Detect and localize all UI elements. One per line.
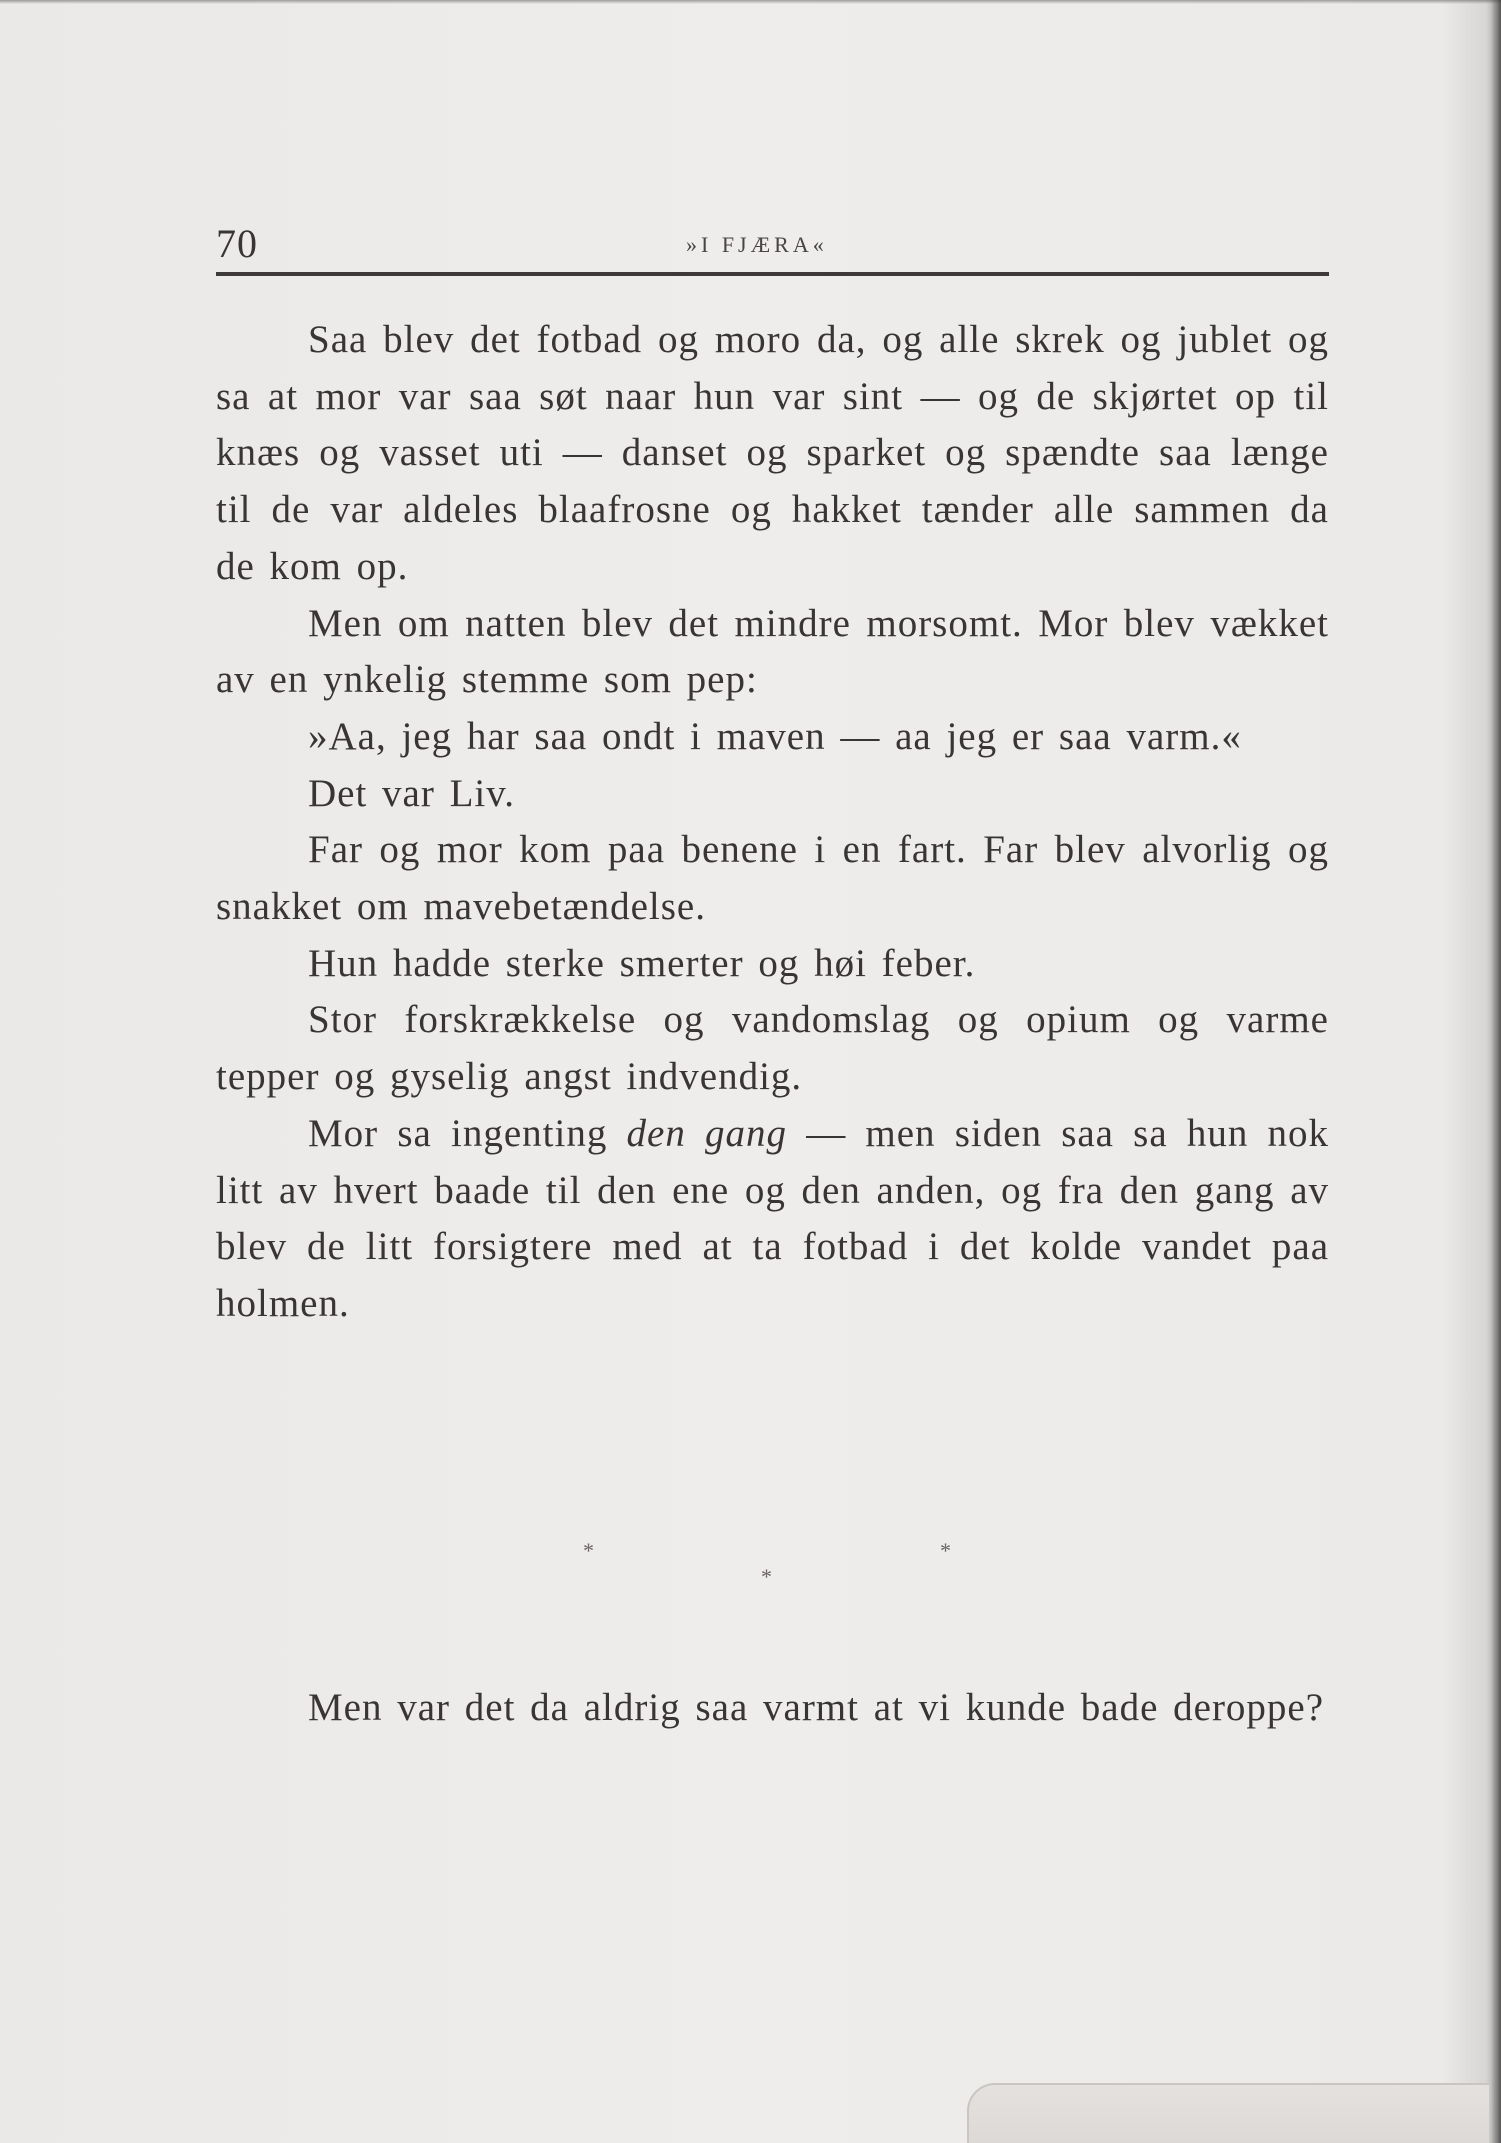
paragraph-text: — men siden saa sa hun nok litt av hvert baade til den ene og den anden, og fra den gang av blev de litt forsigtere med at ta fotbad i det kolde vandet paa holmen. <box>216 1111 1330 1325</box>
page-header <box>216 220 1329 270</box>
separator-star: * <box>583 1538 594 1563</box>
paragraph <box>216 596 1329 709</box>
paragraph-text: Saa blev det fotbad og moro da, og alle skrek og jublet og sa at mor var saa søt naar hun var sint — og de skjørtet op til knæs og vasset uti — danset og sparket og spændte saa længe til de var aldeles blaafrosne og hakket tænder alle sammen da de kom op. <box>216 318 1329 588</box>
page-corner-curl <box>967 2083 1489 2143</box>
paragraph-text: Men om natten blev det mindre morsomt. Mor blev vækket av en ynkelig stemme som pep: <box>216 601 1329 702</box>
paragraph <box>216 709 1329 766</box>
paragraph <box>216 822 1329 935</box>
italic-text: den gang <box>626 1111 788 1155</box>
paragraph-text: Far og mor kom paa benene i en fart. Far blev alvorlig og snakket om mavebetændelse. <box>216 828 1329 929</box>
paragraph <box>216 1106 1329 1333</box>
header-rule <box>216 272 1329 276</box>
paragraph-text: Mor sa ingenting <box>308 1111 627 1155</box>
paragraph: Men var det da aldrig saa varmt at vi kunde bade deroppe? <box>308 1686 1325 1729</box>
final-paragraph-block <box>216 1680 1329 1737</box>
paragraph <box>216 992 1329 1105</box>
paragraph-text: Hun hadde sterke smerter og høi feber. <box>308 941 976 985</box>
separator-star: * <box>761 1564 772 1589</box>
paragraph <box>216 312 1329 596</box>
body-text <box>216 312 1329 1333</box>
paragraph-text: Det var Liv. <box>308 771 515 815</box>
paragraph <box>216 936 1329 993</box>
separator-star: * <box>940 1538 951 1563</box>
page-number: 70 <box>216 221 258 266</box>
paragraph-text: Stor forskrækkelse og vandomslag og opium og varme tepper og gyselig angst indvendig. <box>216 998 1329 1099</box>
page-right-edge <box>1491 0 1501 2143</box>
running-title: »I FJÆRA« <box>686 232 828 257</box>
paragraph-text: »Aa, jeg har saa ondt i maven — aa jeg er saa varm.« <box>308 714 1242 758</box>
paragraph <box>216 766 1329 823</box>
